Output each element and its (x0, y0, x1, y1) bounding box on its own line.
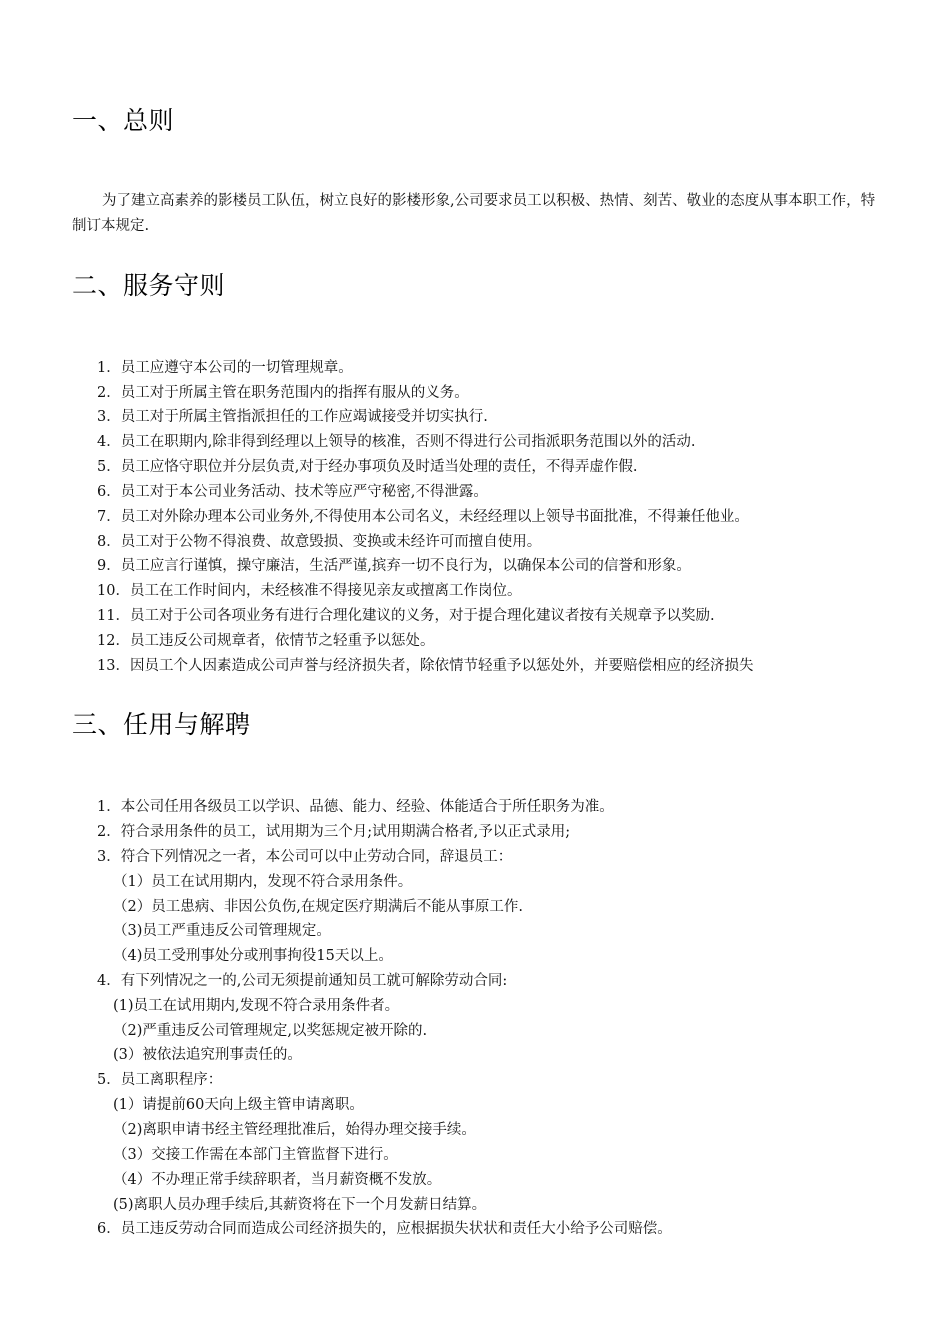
list-item: 2．员工对于所属主管在职务范围内的指挥有服从的义务。 (97, 385, 469, 401)
sub-list-item: （1）员工在试用期内，发现不符合录用条件。 (113, 874, 413, 890)
sub-list-item: (1)员工在试用期内,发现不符合录用条件者。 (113, 998, 400, 1014)
list-item: 10．员工在工作时间内，未经核准不得接见亲友或擅离工作岗位。 (97, 583, 522, 599)
sub-list-item: （3)员工严重违反公司管理规定。 (113, 923, 331, 939)
sub-list-item: （4）不办理正常手续辞职者，当月薪资概不发放。 (113, 1172, 442, 1188)
list-item: 6．员工对于本公司业务活动、技术等应严守秘密,不得泄露。 (97, 484, 488, 500)
list-item: 4．员工在职期内,除非得到经理以上领导的核准，否则不得进行公司指派职务范围以外的活动. (97, 434, 696, 450)
list-item: 6．员工违反劳动合同而造成公司经济损失的，应根据损失状状和责任大小给予公司赔偿。 (97, 1221, 672, 1237)
list-item: 1．员工应遵守本公司的一切管理规章。 (97, 360, 353, 376)
sub-list-item: （2)严重违反公司管理规定,以奖惩规定被开除的. (113, 1023, 428, 1039)
sub-list-item: （2）员工患病、非因公负伤,在规定医疗期满后不能从事原工作. (113, 899, 523, 915)
section-title-employment: 三、任用与解聘 (72, 710, 251, 739)
sub-list-item: (3）被依法追究刑事责任的。 (113, 1047, 302, 1063)
general-paragraph: 为了建立高素养的影楼员工队伍，树立良好的影楼形象,公司要求员工以积极、热情、刻苦、敬业的态度从事本职工作，特制订本规定. (72, 193, 876, 234)
list-item: 4．有下列情况之一的,公司无须提前通知员工就可解除劳动合同: (97, 973, 508, 989)
sub-list-item: (1）请提前60天向上级主管申请离职。 (113, 1097, 364, 1113)
list-item: 5．员工离职程序： (97, 1072, 223, 1088)
list-item: 13．因员工个人因素造成公司声誉与经济损失者，除依情节轻重予以惩处外，并要赔偿相应的经济损失 (97, 658, 754, 674)
section-title-general: 一、总则 (72, 106, 175, 135)
list-item: 7．员工对外除办理本公司业务外,不得使用本公司名义，未经经理以上领导书面批准，不得兼任他业。 (97, 509, 749, 525)
list-item: 2．符合录用条件的员工，试用期为三个月;试用期满合格者,予以正式录用; (97, 824, 571, 840)
sub-list-item: （3）交接工作需在本部门主管监督下进行。 (113, 1147, 398, 1163)
list-item: 12．员工违反公司规章者，依情节之轻重予以惩处。 (97, 633, 435, 649)
list-item: 9．员工应言行谨慎，操守廉洁，生活严谨,摈弃一切不良行为，以确保本公司的信誉和形象。 (97, 558, 691, 574)
section-title-service-rules: 二、服务守则 (72, 271, 226, 300)
sub-list-item: （4)员工受刑事处分或刑事拘役15天以上。 (113, 948, 393, 964)
list-item: 3．符合下列情况之一者，本公司可以中止劳动合同，辞退员工： (97, 849, 513, 865)
list-item: 1．本公司任用各级员工以学识、品德、能力、经验、体能适合于所任职务为准。 (97, 799, 614, 815)
list-item: 8．员工对于公物不得浪费、故意毁损、变换或未经许可而擅自使用。 (97, 534, 542, 550)
list-item: 3．员工对于所属主管指派担任的工作应竭诚接受并切实执行. (97, 409, 488, 425)
list-item: 5．员工应恪守职位并分层负责,对于经办事项负及时适当处理的责任，不得弄虚作假. (97, 459, 638, 475)
sub-list-item: (5)离职人员办理手续后,其薪资将在下一个月发薪日结算。 (113, 1197, 487, 1213)
sub-list-item: （2)离职申请书经主管经理批准后，始得办理交接手续。 (113, 1122, 476, 1138)
list-item: 11．员工对于公司各项业务有进行合理化建议的义务，对于提合理化建议者按有关规章予以奖励. (97, 608, 715, 624)
